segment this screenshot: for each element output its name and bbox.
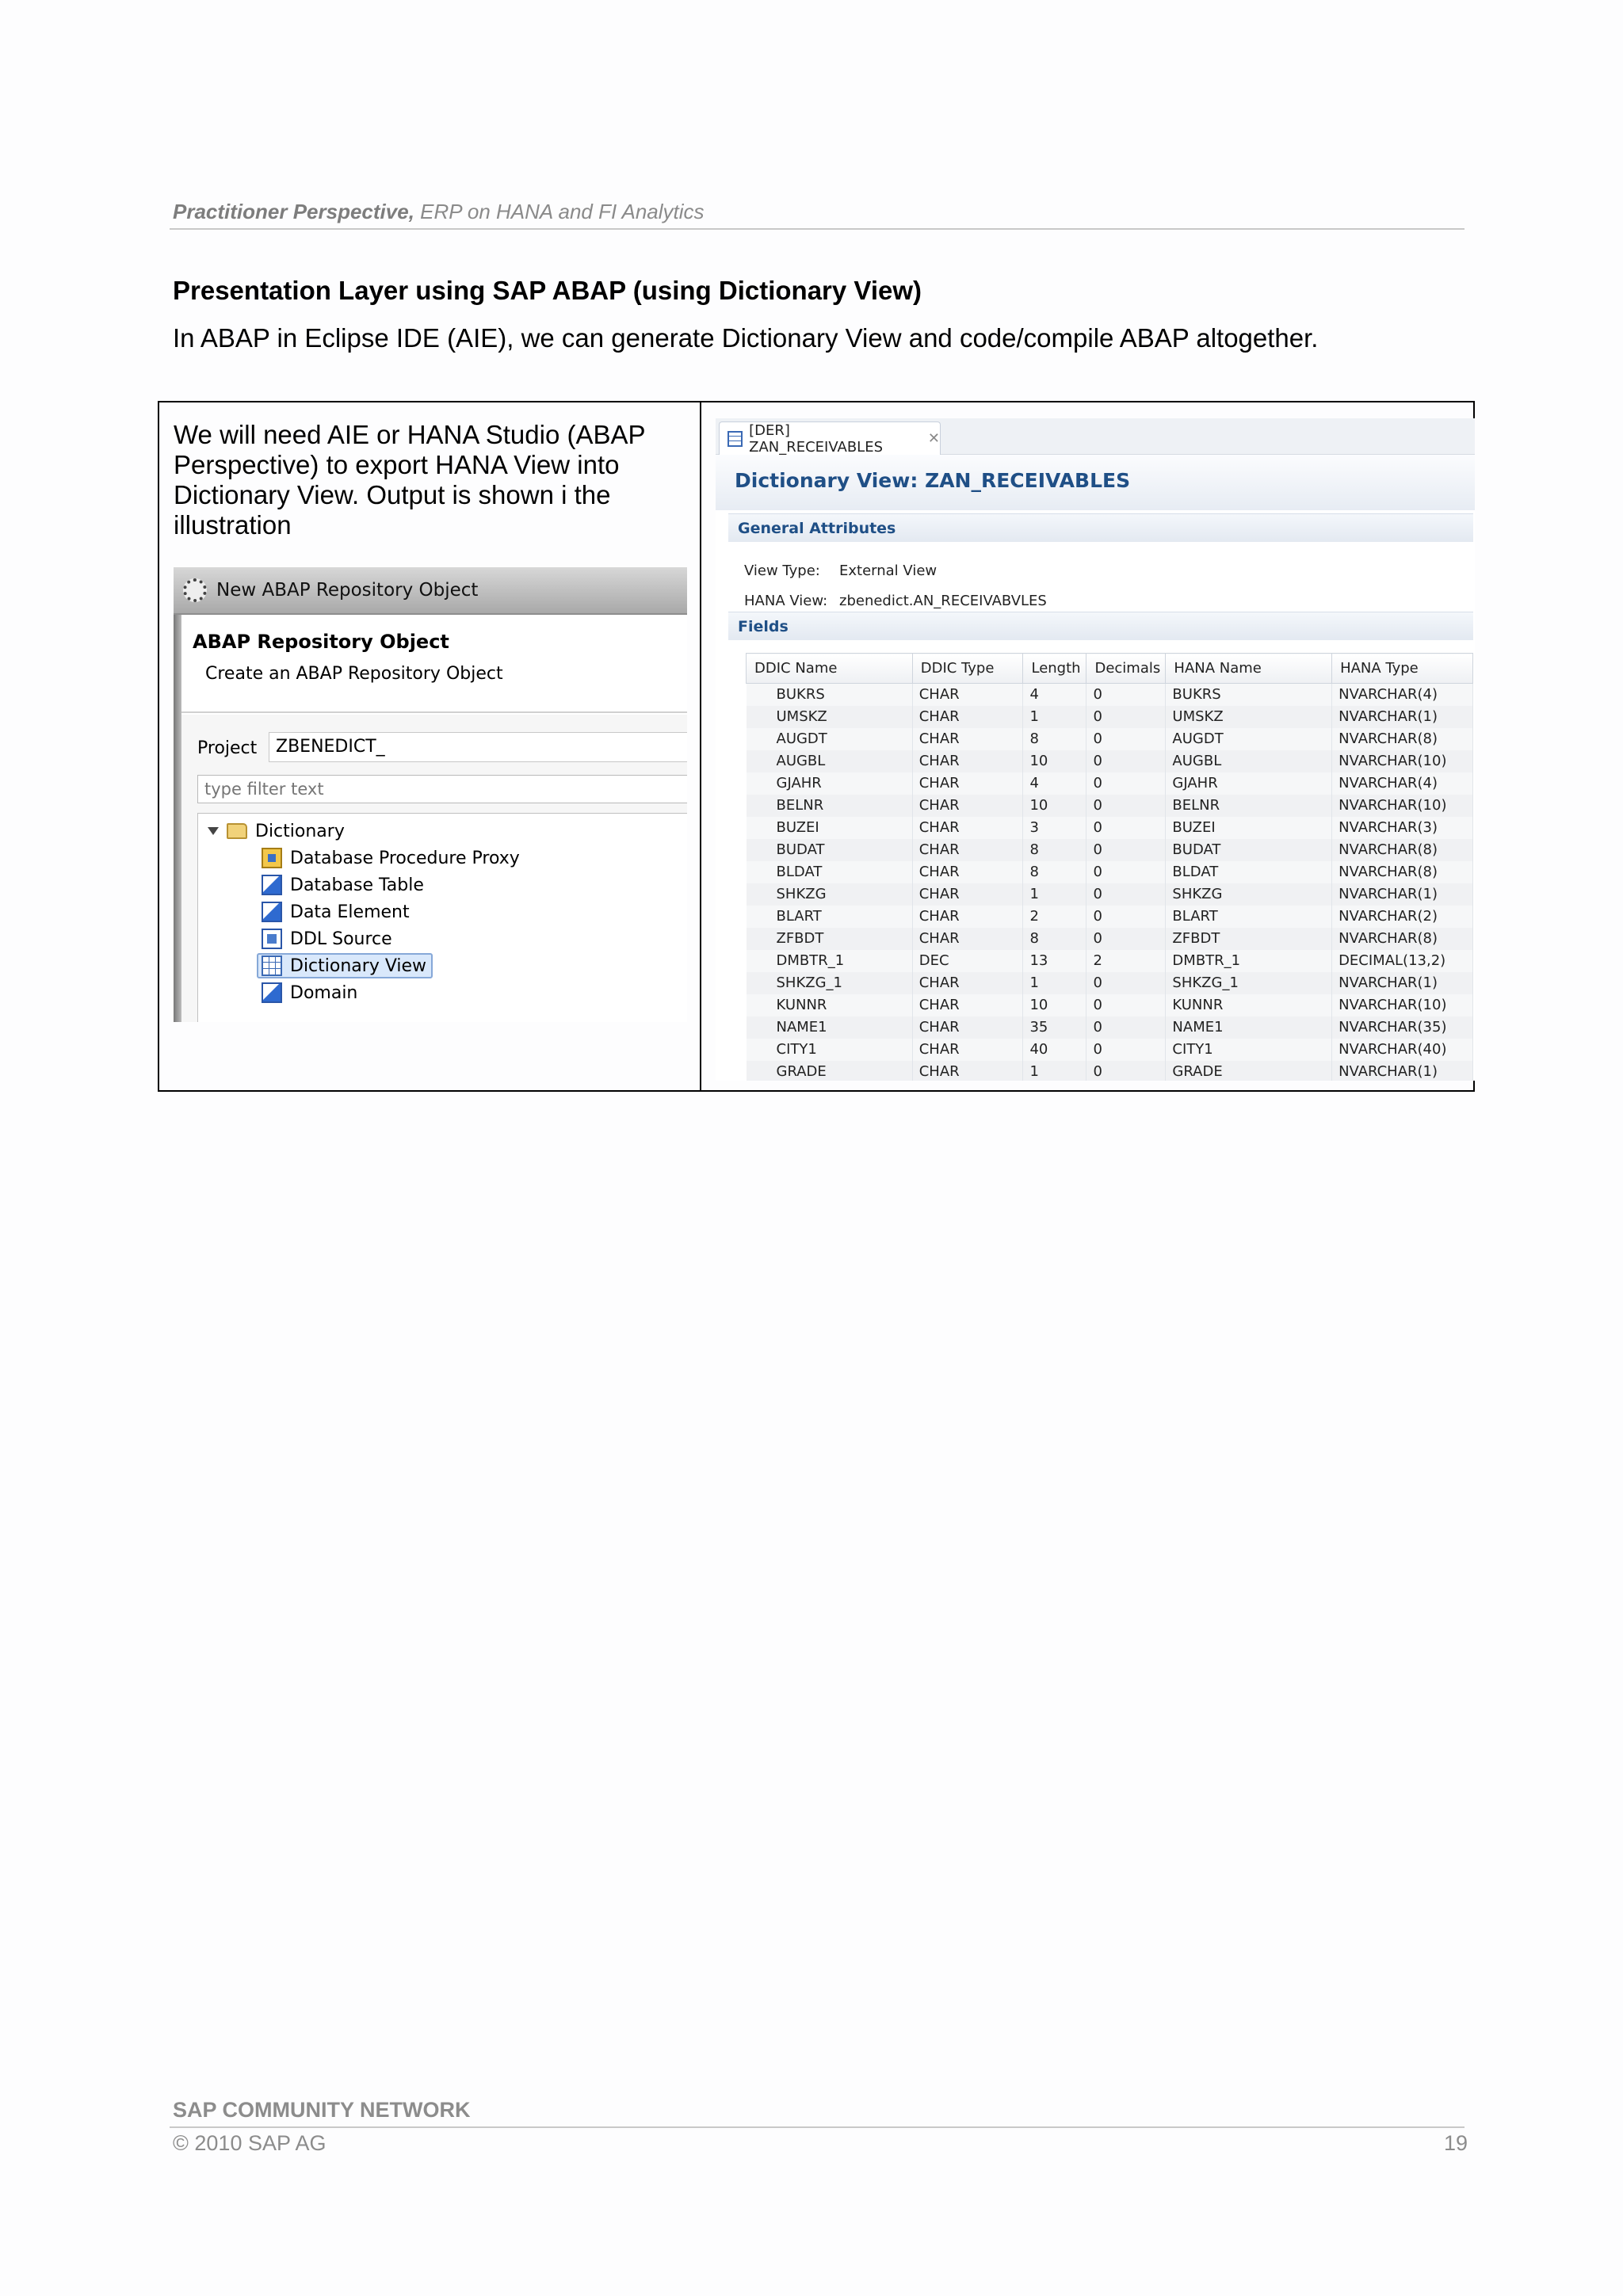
table-cell: 3 — [1023, 817, 1086, 839]
tree-item-label: Domain — [290, 982, 358, 1003]
table-cell: NVARCHAR(8) — [1332, 861, 1473, 883]
table-cell: NVARCHAR(8) — [1332, 839, 1473, 861]
tree-node-dictionary[interactable] — [208, 818, 345, 844]
table-cell: CHAR — [912, 728, 1023, 750]
tree-item-label: Data Element — [290, 902, 410, 922]
dictionary-view-editor — [716, 418, 1475, 1081]
table-cell: NAME1 — [747, 1016, 913, 1039]
dictionary-view-icon — [727, 431, 743, 447]
table-cell: BLDAT — [747, 861, 913, 883]
table-row[interactable] — [747, 1061, 1473, 1081]
procedure-proxy-icon — [262, 848, 282, 868]
table-cell: NVARCHAR(4) — [1332, 772, 1473, 795]
hana-view-label: HANA View: — [744, 593, 828, 609]
table-cell: BLART — [747, 906, 913, 928]
footer-organization: SAP COMMUNITY NETWORK — [173, 2098, 471, 2122]
data-element-icon — [262, 902, 282, 922]
table-cell: BUZEI — [1166, 817, 1332, 839]
table-cell: CHAR — [912, 706, 1023, 728]
column-header[interactable]: DDIC Name — [747, 654, 913, 684]
table-row[interactable] — [747, 795, 1473, 817]
table-cell: AUGDT — [1166, 728, 1332, 750]
table-cell: BLDAT — [1166, 861, 1332, 883]
illustration-caption: We will need AIE or HANA Studio (ABAP Perspective) to export HANA View into Dictionary View. Output is shown i the illustration — [174, 420, 645, 540]
table-cell: SHKZG_1 — [1166, 972, 1332, 994]
table-cell: 0 — [1086, 1039, 1166, 1061]
table-cell: 8 — [1023, 728, 1086, 750]
table-cell: CHAR — [912, 861, 1023, 883]
table-cell: GRADE — [1166, 1061, 1332, 1081]
table-cell: NVARCHAR(40) — [1332, 1039, 1473, 1061]
table-cell: 8 — [1023, 861, 1086, 883]
table-cell: NVARCHAR(8) — [1332, 728, 1473, 750]
table-row[interactable] — [747, 1039, 1473, 1061]
table-cell: 1 — [1023, 1061, 1086, 1081]
header-topic: ERP on HANA and FI Analytics — [414, 200, 705, 223]
intro-paragraph: In ABAP in Eclipse IDE (AIE), we can generate Dictionary View and code/compile ABAP altogether. — [173, 323, 1319, 353]
column-header[interactable]: HANA Name — [1166, 654, 1332, 684]
table-row[interactable] — [747, 684, 1473, 706]
table-cell: 0 — [1086, 728, 1166, 750]
table-cell: UMSKZ — [747, 706, 913, 728]
editor-tab[interactable] — [719, 421, 941, 455]
tree-item-database-procedure-proxy[interactable] — [262, 845, 520, 871]
table-cell: NAME1 — [1166, 1016, 1332, 1039]
table-row[interactable] — [747, 928, 1473, 950]
table-cell: 4 — [1023, 772, 1086, 795]
table-cell: DECIMAL(13,2) — [1332, 950, 1473, 972]
table-cell: BUDAT — [1166, 839, 1332, 861]
eclipse-gear-icon — [183, 578, 207, 602]
table-cell: BUKRS — [1166, 684, 1332, 706]
table-cell: NVARCHAR(1) — [1332, 706, 1473, 728]
tree-item-label: Database Procedure Proxy — [290, 848, 520, 868]
table-cell: 0 — [1086, 883, 1166, 906]
table-cell: CHAR — [912, 795, 1023, 817]
table-cell: ZFBDT — [747, 928, 913, 950]
table-cell: NVARCHAR(1) — [1332, 883, 1473, 906]
table-cell: DMBTR_1 — [1166, 950, 1332, 972]
tree-item-label: Dictionary View — [290, 955, 427, 976]
table-row[interactable] — [747, 883, 1473, 906]
dictionary-view-icon — [262, 955, 282, 976]
tree-item-database-table[interactable] — [262, 872, 424, 898]
dialog-banner-title: ABAP Repository Object — [193, 631, 449, 653]
table-cell: CHAR — [912, 928, 1023, 950]
column-header[interactable]: Decimals — [1086, 654, 1166, 684]
table-cell: 0 — [1086, 1061, 1166, 1081]
table-cell: NVARCHAR(35) — [1332, 1016, 1473, 1039]
tree-item-ddl-source[interactable] — [262, 926, 392, 952]
table-cell: CHAR — [912, 994, 1023, 1016]
project-label: Project — [197, 738, 258, 758]
table-cell: BUKRS — [747, 684, 913, 706]
table-cell: 0 — [1086, 972, 1166, 994]
table-cell: CHAR — [912, 750, 1023, 772]
table-cell: AUGBL — [1166, 750, 1332, 772]
table-cell: 10 — [1023, 750, 1086, 772]
table-cell: 10 — [1023, 795, 1086, 817]
table-header-row — [747, 654, 1473, 684]
table-cell: 0 — [1086, 772, 1166, 795]
illustration-cell-right — [701, 402, 1473, 1090]
domain-icon — [262, 982, 282, 1003]
table-cell: CHAR — [912, 1039, 1023, 1061]
fields-table-body — [747, 684, 1473, 1081]
table-cell: 0 — [1086, 861, 1166, 883]
table-cell: NVARCHAR(10) — [1332, 750, 1473, 772]
table-row[interactable] — [747, 728, 1473, 750]
table-cell: SHKZG — [747, 883, 913, 906]
table-cell: 0 — [1086, 928, 1166, 950]
page-number: 19 — [1443, 2131, 1468, 2155]
table-cell: CHAR — [912, 883, 1023, 906]
illustration-table — [158, 401, 1475, 1092]
ddl-source-icon — [262, 929, 282, 949]
database-table-icon — [262, 875, 282, 895]
page-header — [173, 200, 1465, 224]
table-cell: BLART — [1166, 906, 1332, 928]
table-cell: BELNR — [1166, 795, 1332, 817]
editor-tab-bar — [716, 418, 1475, 455]
new-abap-repository-dialog — [174, 567, 687, 1022]
table-row[interactable] — [747, 906, 1473, 928]
table-cell: KUNNR — [747, 994, 913, 1016]
table-cell: 1 — [1023, 972, 1086, 994]
close-icon[interactable]: ✕ — [927, 430, 940, 447]
table-cell: ZFBDT — [1166, 928, 1332, 950]
table-cell: NVARCHAR(1) — [1332, 972, 1473, 994]
fields-section[interactable]: Fields — [728, 612, 1473, 640]
table-cell: 4 — [1023, 684, 1086, 706]
table-cell: 1 — [1023, 883, 1086, 906]
table-cell: 8 — [1023, 928, 1086, 950]
section-title: Presentation Layer using SAP ABAP (using Dictionary View) — [173, 276, 922, 305]
folder-open-icon — [227, 823, 247, 839]
table-cell: 13 — [1023, 950, 1086, 972]
table-cell: NVARCHAR(2) — [1332, 906, 1473, 928]
table-cell: CHAR — [912, 817, 1023, 839]
table-row[interactable] — [747, 861, 1473, 883]
table-cell: 0 — [1086, 750, 1166, 772]
table-row[interactable] — [747, 950, 1473, 972]
editor-title: Dictionary View: ZAN_RECEIVABLES — [735, 469, 1131, 492]
table-cell: 0 — [1086, 817, 1166, 839]
table-row[interactable] — [747, 972, 1473, 994]
table-cell: CHAR — [912, 684, 1023, 706]
column-header[interactable]: HANA Type — [1332, 654, 1473, 684]
project-input[interactable]: ZBENEDICT_ — [269, 732, 687, 762]
dialog-titlebar — [174, 567, 687, 615]
tree-item-dictionary-view[interactable] — [257, 953, 433, 978]
tree-item-data-element[interactable] — [262, 899, 410, 925]
footer-copyright: © 2010 SAP AG — [173, 2131, 327, 2155]
dialog-left-edge — [174, 615, 181, 1022]
table-cell: 0 — [1086, 706, 1166, 728]
hana-view-value: zbenedict.AN_RECEIVABVLES — [839, 593, 1047, 609]
table-cell: 35 — [1023, 1016, 1086, 1039]
tree-item-domain[interactable] — [262, 980, 357, 1005]
dialog-title: New ABAP Repository Object — [216, 580, 479, 601]
table-cell: UMSKZ — [1166, 706, 1332, 728]
footer-divider — [170, 2126, 1465, 2128]
table-cell: NVARCHAR(4) — [1332, 684, 1473, 706]
table-row[interactable] — [747, 1016, 1473, 1039]
dialog-banner-subtitle: Create an ABAP Repository Object — [205, 664, 503, 684]
table-cell: 2 — [1023, 906, 1086, 928]
object-type-tree — [197, 813, 687, 1022]
expand-arrow-icon[interactable] — [208, 827, 219, 835]
fields-table — [746, 653, 1473, 1081]
dialog-banner — [181, 616, 687, 713]
table-cell: NVARCHAR(10) — [1332, 795, 1473, 817]
view-type-value: External View — [839, 563, 938, 579]
table-cell: CHAR — [912, 972, 1023, 994]
table-cell: DEC — [912, 950, 1023, 972]
tree-node-label: Dictionary — [255, 821, 345, 841]
table-row[interactable] — [747, 817, 1473, 839]
table-cell: CITY1 — [747, 1039, 913, 1061]
table-cell: GJAHR — [1166, 772, 1332, 795]
table-cell: BUDAT — [747, 839, 913, 861]
table-cell: 0 — [1086, 839, 1166, 861]
illustration-cell-left — [159, 402, 701, 1090]
editor-tab-label: [DER] ZAN_RECEIVABLES — [749, 421, 883, 456]
view-type-attribute — [744, 563, 937, 579]
table-cell: 10 — [1023, 994, 1086, 1016]
header-divider — [170, 228, 1465, 230]
view-type-label: View Type: — [744, 563, 820, 579]
table-row[interactable] — [747, 839, 1473, 861]
table-cell: SHKZG — [1166, 883, 1332, 906]
table-row[interactable] — [747, 994, 1473, 1016]
general-attributes-section[interactable]: General Attributes — [728, 513, 1473, 542]
table-cell: BELNR — [747, 795, 913, 817]
table-cell: CHAR — [912, 906, 1023, 928]
table-cell: NVARCHAR(8) — [1332, 928, 1473, 950]
tree-item-label: Database Table — [290, 875, 424, 895]
table-cell: 1 — [1023, 706, 1086, 728]
table-cell: NVARCHAR(10) — [1332, 994, 1473, 1016]
filter-input[interactable] — [197, 775, 687, 803]
table-row[interactable] — [747, 750, 1473, 772]
table-cell: CHAR — [912, 1061, 1023, 1081]
table-cell: CHAR — [912, 839, 1023, 861]
tree-item-label: DDL Source — [290, 929, 392, 949]
editor-header — [716, 455, 1475, 510]
table-cell: 0 — [1086, 1016, 1166, 1039]
table-cell: GJAHR — [747, 772, 913, 795]
dialog-body — [181, 715, 687, 1022]
table-cell: NVARCHAR(1) — [1332, 1061, 1473, 1081]
hana-view-attribute — [744, 593, 1047, 609]
table-cell: AUGBL — [747, 750, 913, 772]
table-row[interactable] — [747, 706, 1473, 728]
table-cell: 0 — [1086, 684, 1166, 706]
table-cell: 2 — [1086, 950, 1166, 972]
table-cell: NVARCHAR(3) — [1332, 817, 1473, 839]
table-cell: CHAR — [912, 772, 1023, 795]
table-cell: 0 — [1086, 906, 1166, 928]
table-cell: 0 — [1086, 994, 1166, 1016]
table-cell: KUNNR — [1166, 994, 1332, 1016]
table-cell: 40 — [1023, 1039, 1086, 1061]
table-cell: SHKZG_1 — [747, 972, 913, 994]
column-header[interactable]: DDIC Type — [912, 654, 1023, 684]
table-cell: CHAR — [912, 1016, 1023, 1039]
table-cell: GRADE — [747, 1061, 913, 1081]
table-cell: CITY1 — [1166, 1039, 1332, 1061]
table-cell: 0 — [1086, 795, 1166, 817]
table-cell: DMBTR_1 — [747, 950, 913, 972]
header-perspective: Practitioner Perspective, — [173, 200, 414, 223]
table-cell: AUGDT — [747, 728, 913, 750]
table-cell: 8 — [1023, 839, 1086, 861]
column-header[interactable]: Length — [1023, 654, 1086, 684]
table-row[interactable] — [747, 772, 1473, 795]
table-cell: BUZEI — [747, 817, 913, 839]
